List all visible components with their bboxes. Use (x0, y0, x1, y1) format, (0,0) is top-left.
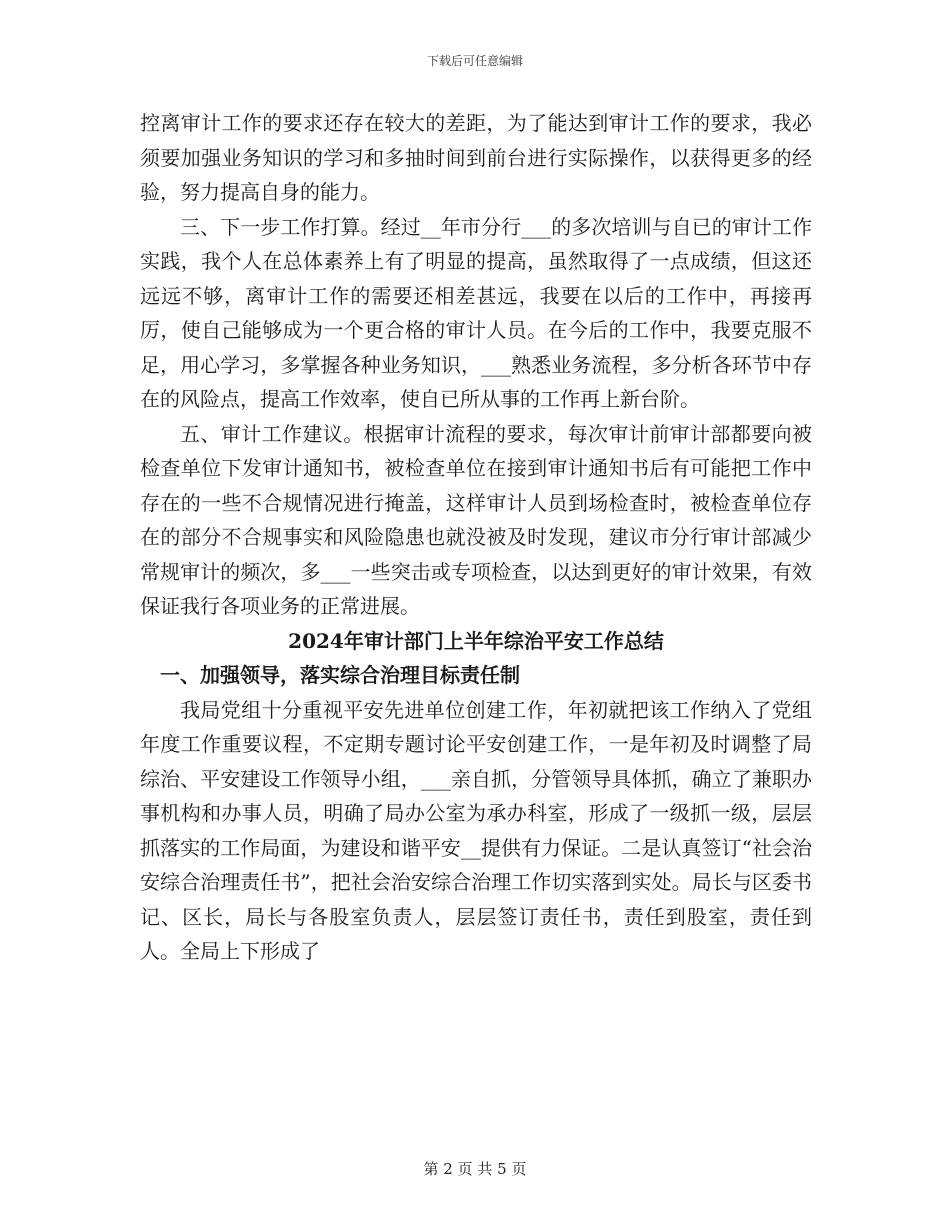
section-heading: 一、加强领导，落实综合治理目标责任制 (160, 663, 520, 687)
document-title: 2024年审计部门上半年综治平安工作总结 (288, 628, 664, 653)
paragraph-leadership: 我局党组十分重视平安先进单位创建工作，年初就把该工作纳入了党组年度工作重要议程，不定期专题讨论平安创建工作，一是年初及时调整了局综治、平安建设工作领导小组，___亲自抓，分管领导具体抓，确立了兼职办事机构和办事人员，明确了局办公室为承办科室，形成了一级抓一级，层层抓落实的工作局面，为建设和谐平安__提供有力保证。二是认真签订“社会治安综合治理责任书”，把社会治安综合治理工作切实落到实处。局长与区委书记、区长，局长与各股室负责人，层层签订责任书，责任到股室，责任到人。全局上下形成了 (140, 697, 812, 963)
paragraph-audit-suggestions: 五、审计工作建议。根据审计流程的要求，每次审计前审计部都要向被检查单位下发审计通知书，被检查单位在接到审计通知书后有可能把工作中存在的一些不合规情况进行掩盖，这样审计人员到场检查时，被检查单位存在的部分不合规事实和风险隐患也就没被及时发现，建议市分行审计部减少常规审计的频次，多___一些突击或专项检查，以达到更好的审计效果，有效保证我行各项业务的正常进展。 (140, 421, 812, 618)
page-footer-number: 第 2 页 共 5 页 (423, 1160, 527, 1178)
document-body (140, 106, 812, 969)
paragraph-continuation: 控离审计工作的要求还存在较大的差距，为了能达到审计工作的要求，我必须要加强业务知识的学习和多抽时间到前台进行实际操作，以获得更多的经验，努力提高自身的能力。 (140, 111, 812, 204)
paragraph-next-steps: 三、下一步工作打算。经过__年市分行___的多次培训与自已的审计工作实践，我个人在总体素养上有了明显的提高，虽然取得了一点成绩，但这还远远不够，离审计工作的需要还相差甚远，我要在以后的工作中，再接再厉，使自己能够成为一个更合格的审计人员。在今后的工作中，我要克服不足，用心学习，多掌握各种业务知识，___熟悉业务流程，多分析各环节中存在的风险点，提高工作效率，使自已所从事的工作再上新台阶。 (140, 214, 812, 411)
page-header-note: 下载后可任意编辑 (426, 54, 523, 68)
